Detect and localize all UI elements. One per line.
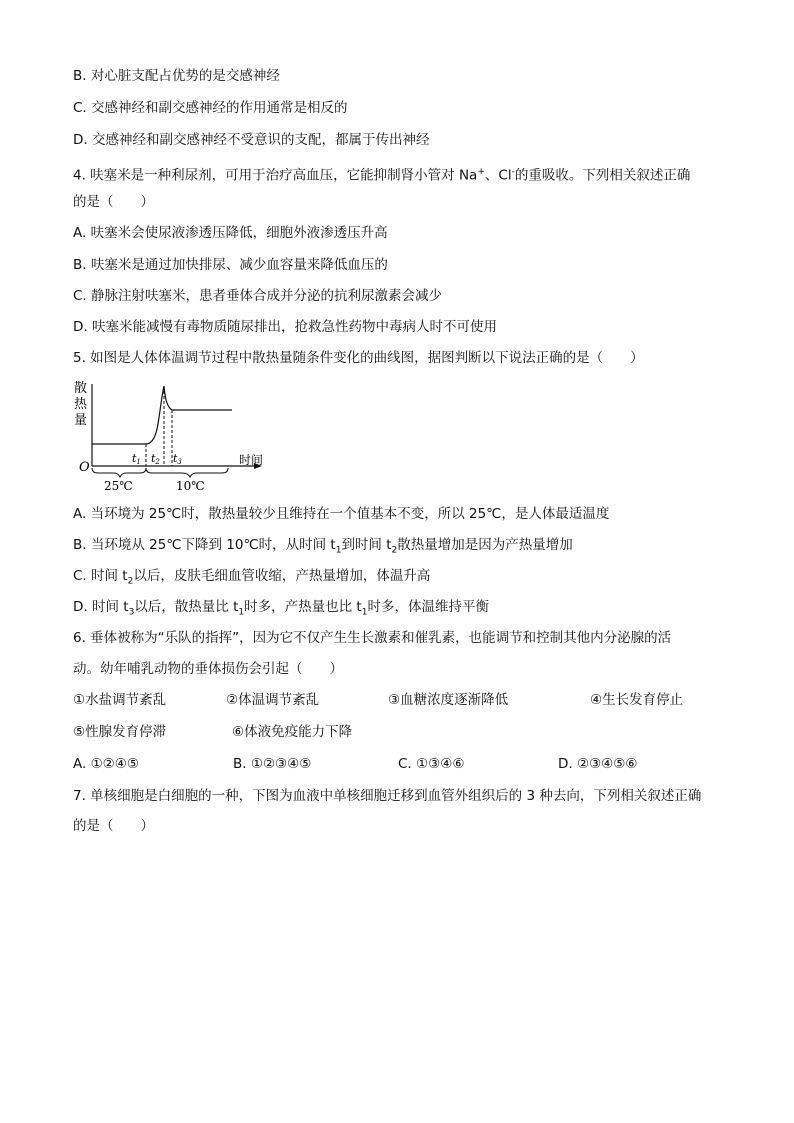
q6-choice-d: D. ②③④⑤⑥ [558, 756, 638, 772]
graph-ylabel-2: 热 [74, 397, 88, 412]
q5-option-a: A. 当环境为 25℃时，散热量较少且维持在一个值基本不变，所以 25℃，是人体最适温度 [73, 506, 610, 522]
q6-choice-c: C. ①③④⑥ [398, 756, 465, 772]
graph-t3-label: t3 [173, 452, 182, 466]
q3-option-d: D. 交感神经和副交感神经不受意识的支配，都属于传出神经 [73, 132, 430, 148]
q6-item-6: ⑥体液免疫能力下降 [232, 724, 353, 740]
q7-stem-line1: 7. 单核细胞是白细胞的一种，下图为血液中单核细胞迁移到血管外组织后的 3 种去向，下列相关叙述正确 [73, 788, 702, 804]
q6-stem-line1: 6. 垂体被称为“乐队的指挥”，因为它不仅产生生长激素和催乳素，也能调节和控制其他内分泌腺的活 [73, 630, 672, 646]
q4-option-b: B. 呋塞米是通过加快排尿、减少血容量来降低血压的 [73, 257, 388, 273]
graph-t1-label: t1 [132, 452, 141, 466]
q3-option-c: C. 交感神经和副交感神经的作用通常是相反的 [73, 100, 348, 116]
q6-stem-line2: 动。幼年哺乳动物的垂体损伤会引起（ ） [73, 661, 343, 677]
graph-range-25: 25℃ [104, 479, 133, 493]
graph-brace-25 [92, 468, 146, 477]
q6-choice-b: B. ①②③④⑤ [233, 756, 312, 772]
q7-stem-line2: 的是（ ） [73, 818, 154, 834]
q4-option-c: C. 静脉注射呋塞米，患者垂体合成并分泌的抗利尿激素会减少 [73, 288, 443, 304]
q4-stem-line2: 的是（ ） [73, 194, 154, 210]
q6-item-5: ⑤性腺发育停滞 [73, 724, 167, 740]
q6-choice-a: A. ①②④⑤ [73, 756, 139, 772]
graph-ylabel-3: 量 [74, 413, 88, 428]
q5-option-b: B. 当环境从 25℃下降到 10℃时，从时间 $t_1$到时间 $t_2$散热量增加是因为产热量增加 [73, 537, 573, 556]
graph-xlabel: 时间 [239, 453, 264, 467]
q6-item-4: ④生长发育停止 [590, 692, 684, 708]
graph-brace-10 [146, 468, 228, 477]
q5-option-d: D. 时间 $t_3$以后，散热量比 $t_1$时多，产热量也比 $t_1$时多，体温维持平衡 [73, 599, 489, 618]
graph-curve [92, 386, 232, 444]
q4-option-d: D. 呋塞米能减慢有毒物质随尿排出，抢救急性药物中毒病人时不可使用 [73, 319, 497, 335]
q6-item-2: ②体温调节紊乱 [226, 692, 320, 708]
graph-origin: O [79, 460, 90, 475]
heat-dissipation-graph [72, 378, 272, 494]
q4-stem-line1: 4. 呋塞米是一种利尿剂，可用于治疗高血压，它能抑制肾小管对 Na+、Cl-的重吸收。下列相关叙述正确 [73, 167, 691, 184]
q6-item-1: ①水盐调节紊乱 [73, 692, 167, 708]
graph-ylabel-1: 散 [74, 381, 88, 396]
graph-range-10: 10℃ [176, 479, 205, 493]
graph-t2-label: t2 [151, 452, 160, 466]
q3-option-b: B. 对心脏支配占优势的是交感神经 [73, 68, 280, 84]
q5-stem: 5. 如图是人体体温调节过程中散热量随条件变化的曲线图，据图判断以下说法正确的是（ ） [73, 350, 644, 366]
q4-option-a: A. 呋塞米会使尿液渗透压降低，细胞外液渗透压升高 [73, 225, 388, 241]
q5-option-c: C. 时间 $t_2$以后，皮肤毛细血管收缩，产热量增加，体温升高 [73, 568, 431, 587]
q6-item-3: ③血糖浓度逐渐降低 [388, 692, 509, 708]
